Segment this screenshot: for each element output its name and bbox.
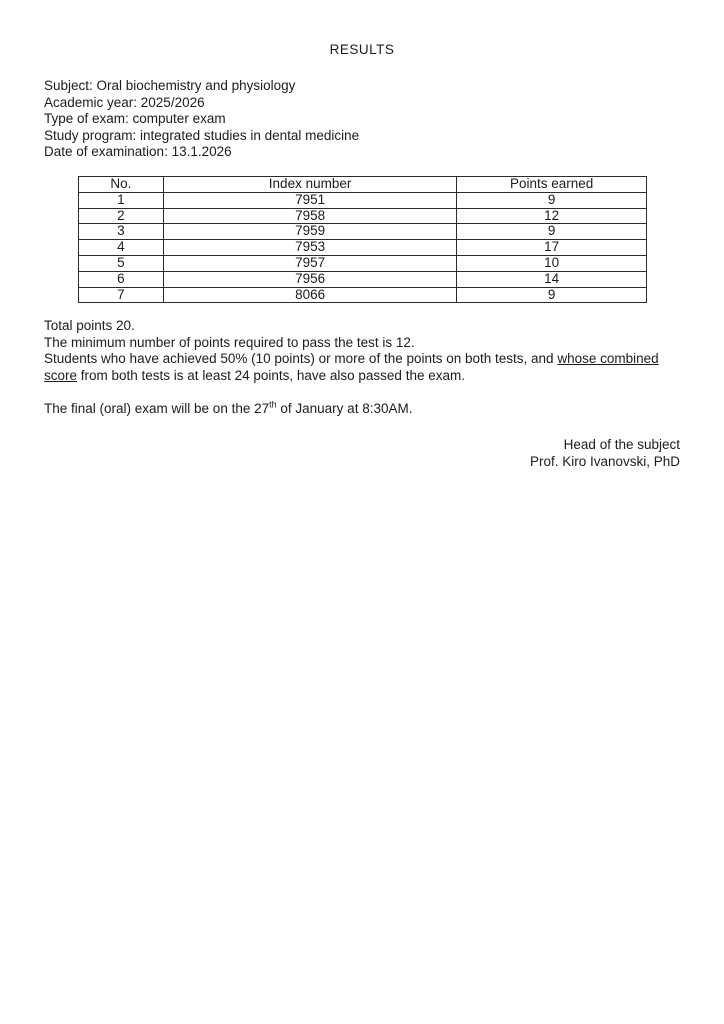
underlined-phrase: score (44, 367, 78, 383)
table-cell: 7 (79, 287, 164, 303)
signature-block (530, 437, 680, 470)
note-total-points: Total points 20. (44, 318, 135, 333)
header-index-number: Index number (163, 177, 456, 193)
table-cell: 7951 (163, 192, 456, 208)
table-cell: 9 (457, 287, 647, 303)
signature-name: Prof. Kiro Ivanovski, PhD (529, 453, 680, 469)
table-row (79, 192, 647, 208)
table-cell: 7957 (163, 255, 456, 271)
table-cell: 7959 (163, 224, 456, 240)
page-title: RESULTS (329, 42, 395, 57)
note-minimum-points: The minimum number of points required to pass the test is 12. (44, 334, 415, 350)
header-points-earned: Points earned (457, 177, 647, 193)
table-cell: 6 (79, 271, 164, 287)
note-pass-rule-line1: Students who have achieved 50% (10 points) or more of the points on both tests, and whose combined (44, 351, 659, 367)
table-cell: 7953 (163, 240, 456, 256)
info-line-exam-type: Type of exam: computer exam (44, 111, 226, 127)
info-line-study-program: Study program: integrated studies in dental medicine (44, 127, 360, 143)
notes-block (44, 318, 684, 384)
info-line-exam-date: Date of examination: 13.1.2026 (44, 144, 232, 160)
table-cell: 5 (79, 255, 164, 271)
table-cell: 4 (79, 240, 164, 256)
final-exam-line: The final (oral) exam will be on the 27th of January at 8:30AM. (44, 399, 413, 416)
table-cell: 12 (457, 208, 647, 224)
table-row (79, 224, 647, 240)
table-row (79, 287, 647, 303)
table-cell: 3 (79, 224, 164, 240)
table-cell: 7956 (163, 271, 456, 287)
table-cell: 10 (457, 255, 647, 271)
table-cell: 17 (457, 240, 647, 256)
table-cell: 8066 (163, 287, 456, 303)
info-line-subject: Subject: Oral biochemistry and physiology (44, 78, 296, 93)
table-cell: 7958 (163, 208, 456, 224)
table-row (79, 240, 647, 256)
table-row (79, 255, 647, 271)
table-cell: 1 (79, 192, 164, 208)
table-row (79, 208, 647, 224)
ordinal-suffix: th (269, 399, 277, 410)
signature-role: Head of the subject (563, 437, 680, 452)
underlined-phrase: whose combined (557, 351, 659, 367)
table-row (79, 271, 647, 287)
table-cell: 14 (457, 271, 647, 287)
table-cell: 9 (457, 224, 647, 240)
info-line-academic-year: Academic year: 2025/2026 (44, 94, 205, 110)
exam-info-block (44, 78, 359, 161)
note-pass-rule-line2: score from both tests is at least 24 points, have also passed the exam. (44, 367, 465, 383)
results-table (78, 176, 647, 303)
table-cell: 9 (457, 192, 647, 208)
table-header-row (79, 177, 647, 193)
header-no: No. (79, 177, 164, 193)
table-cell: 2 (79, 208, 164, 224)
